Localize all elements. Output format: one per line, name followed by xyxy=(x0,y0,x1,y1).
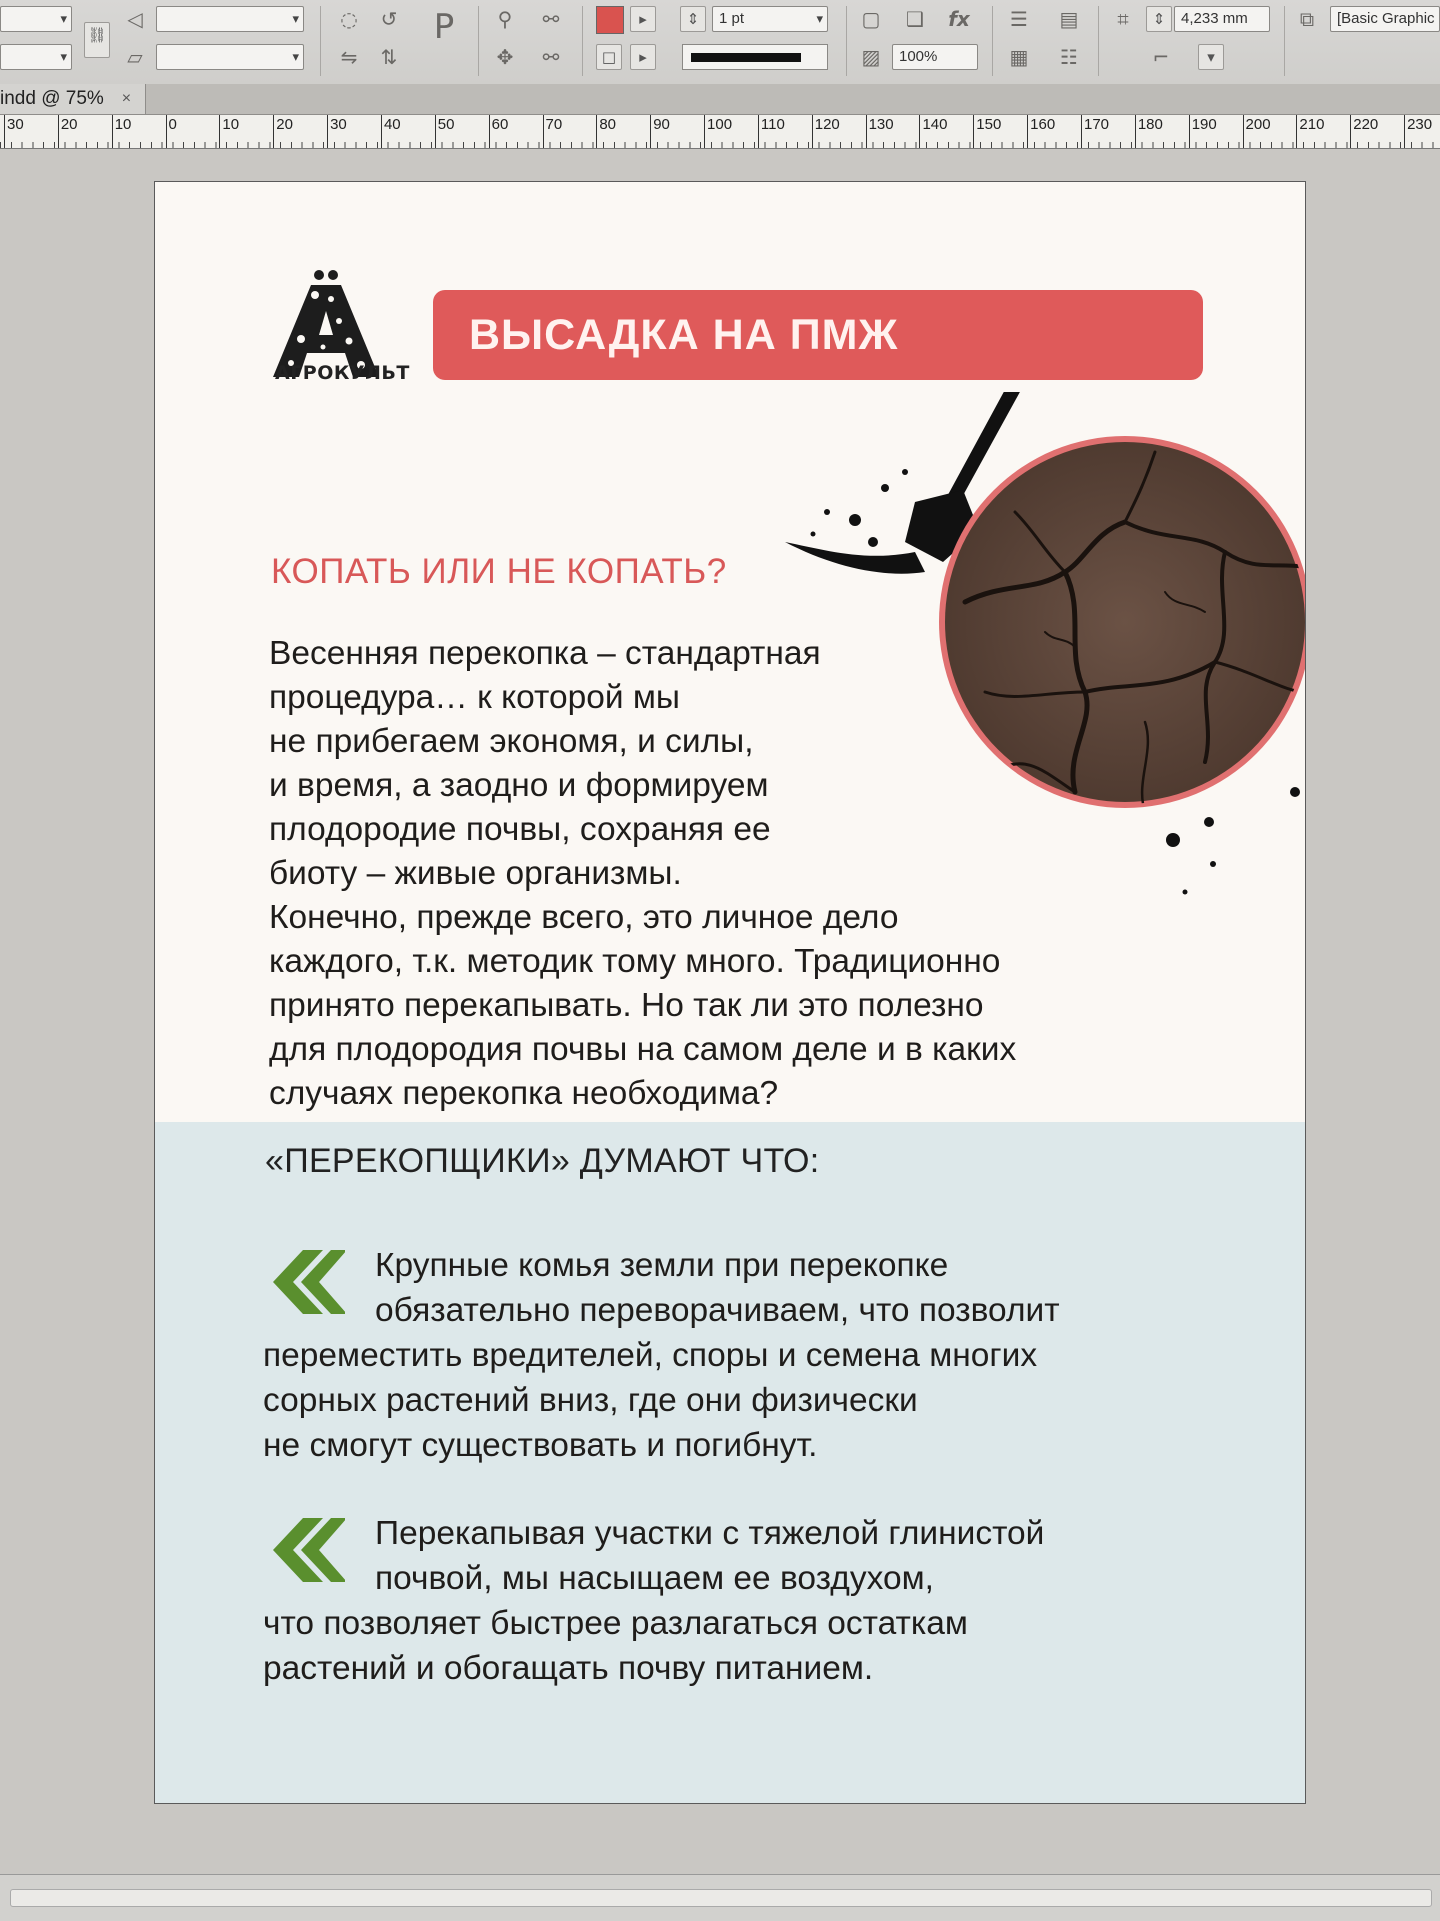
ruler-mark: 120 xyxy=(812,115,840,148)
section-heading: КОПАТЬ ИЛИ НЕ КОПАТЬ? xyxy=(271,552,727,591)
ruler-mark: 60 xyxy=(489,115,509,148)
document-tab-label: indd @ 75% xyxy=(0,88,104,109)
control-panel xyxy=(0,0,1440,85)
intro-line: принято перекапывать. Но так ли это полезно xyxy=(269,987,984,1024)
intro-line: плодородие почвы, сохраняя ее xyxy=(269,811,771,848)
quote-line: не смогут существовать и погибнут. xyxy=(263,1427,818,1464)
fill-swatch[interactable] xyxy=(596,6,624,34)
stroke-swatch[interactable]: □ xyxy=(596,44,622,70)
subheading: «ПЕРЕКОПЩИКИ» ДУМАЮТ ЧТО: xyxy=(265,1142,820,1180)
ruler-mark: 220 xyxy=(1350,115,1378,148)
fill-dropdown-button[interactable]: ▸ xyxy=(630,6,656,32)
title-banner xyxy=(433,290,1203,380)
separator xyxy=(992,6,993,76)
separator xyxy=(1098,6,1099,76)
separator xyxy=(1284,6,1285,76)
corner-shape-icon[interactable]: ⌐ xyxy=(1152,45,1170,69)
intro-line: каждого, т.к. методик тому много. Традиционно xyxy=(269,943,1001,980)
intro-line: процедура… к которой мы xyxy=(269,679,680,716)
width-stepper[interactable]: ⇕ xyxy=(1146,6,1172,32)
x-position-field[interactable] xyxy=(0,6,72,32)
ruler-mark: 130 xyxy=(866,115,894,148)
ruler-mark: 10 xyxy=(219,115,239,148)
quote-line: Крупные комья земли при перекопке xyxy=(375,1247,949,1284)
stroke-dropdown-button[interactable]: ▸ xyxy=(630,44,656,70)
intro-line: для плодородия почвы на самом деле и в каких xyxy=(269,1031,1017,1068)
ruler-mark: 140 xyxy=(919,115,947,148)
ruler-mark: 170 xyxy=(1081,115,1109,148)
ruler-mark: 70 xyxy=(543,115,563,148)
intro-line: Конечно, прежде всего, это личное дело xyxy=(269,899,899,936)
ruler-mark: 100 xyxy=(704,115,732,148)
rotate-ccw-icon[interactable]: ↺ xyxy=(380,7,398,31)
quote-block xyxy=(263,1512,1044,1692)
ruler-mark: 210 xyxy=(1296,115,1324,148)
stroke-weight-field[interactable]: 1 pt ▾ xyxy=(712,6,828,32)
quote-block xyxy=(263,1244,1060,1469)
intro-line: случаях перекопка необходима? xyxy=(269,1075,779,1112)
shear-field[interactable] xyxy=(156,44,304,70)
shear-icon: ▱ xyxy=(127,45,143,69)
ruler-mark: 160 xyxy=(1027,115,1055,148)
stroke-weight-stepper[interactable]: ⇕ xyxy=(680,6,706,32)
text-wrap-icon[interactable]: ☰ xyxy=(1010,7,1028,31)
page-title: ВЫСАДКА НА ПМЖ xyxy=(469,311,899,359)
separator xyxy=(320,6,321,76)
ruler-mark: 230 xyxy=(1404,115,1432,148)
logo-wordmark: АГРОКУЛЬТ xyxy=(275,362,410,384)
document-tab[interactable] xyxy=(0,84,146,114)
effects-fx-icon[interactable]: fx xyxy=(948,7,970,31)
ruler-mark: 10 xyxy=(112,115,132,148)
close-icon[interactable]: × xyxy=(121,90,132,107)
select-previous-icon[interactable]: ✥ xyxy=(496,45,514,69)
horizontal-ruler[interactable] xyxy=(0,115,1440,149)
document-page xyxy=(154,181,1306,1804)
select-content-icon[interactable]: ⚯ xyxy=(542,7,560,31)
rotate-icon[interactable]: ◌ xyxy=(340,7,358,31)
ruler-mark: 20 xyxy=(273,115,293,148)
wrap-around-icon[interactable]: ▤ xyxy=(1059,7,1079,31)
status-bar xyxy=(0,1874,1440,1921)
green-quote-icon xyxy=(263,1246,345,1318)
wrap-next-column-icon[interactable]: ☷ xyxy=(1060,45,1078,69)
intro-line: не прибегаем экономя, и силы, xyxy=(269,723,754,760)
flip-horizontal-icon[interactable]: ⇋ xyxy=(340,45,358,69)
quote-line: обязательно переворачиваем, что позволит xyxy=(375,1292,1060,1329)
ruler-mark: 80 xyxy=(596,115,616,148)
quote-line: почвой, мы насыщаем ее воздухом, xyxy=(375,1560,934,1597)
frame-width-icon: ⌗ xyxy=(1117,7,1129,31)
green-quote-icon xyxy=(263,1514,345,1586)
separator xyxy=(846,6,847,76)
ruler-mark: 150 xyxy=(973,115,1001,148)
separator xyxy=(582,6,583,76)
ruler-mark: 180 xyxy=(1135,115,1163,148)
horizontal-scrollbar[interactable] xyxy=(10,1889,1432,1907)
ruler-mark: 0 xyxy=(166,115,177,148)
stroke-type-preview xyxy=(691,53,801,62)
quote-line: Перекапывая участки с тяжелой глинистой xyxy=(375,1515,1045,1552)
opacity-icon: ▨ xyxy=(861,45,881,69)
intro-line: Весенняя перекопка – стандартная xyxy=(269,635,821,672)
separator xyxy=(478,6,479,76)
shadow-icon[interactable]: ❑ xyxy=(906,7,924,31)
drop-shadow-icon[interactable]: ▢ xyxy=(861,7,881,31)
ruler-mark: 50 xyxy=(435,115,455,148)
intro-paragraph xyxy=(269,632,1016,1116)
corner-dropdown-button[interactable]: ▾ xyxy=(1198,44,1224,70)
scale-x-icon: ◁ xyxy=(127,7,143,31)
scale-x-field[interactable] xyxy=(156,6,304,32)
quote-line: сорных растений вниз, где они физически xyxy=(263,1382,918,1419)
wrap-jump-icon[interactable]: ▦ xyxy=(1009,45,1029,69)
ruler-mark: 30 xyxy=(4,115,24,148)
intro-line: и время, а заодно и формируем xyxy=(269,767,769,804)
ruler-mark: 190 xyxy=(1189,115,1217,148)
y-position-field[interactable] xyxy=(0,44,72,70)
quote-line: растений и обогащать почву питанием. xyxy=(263,1650,874,1687)
stroke-type-dropdown[interactable] xyxy=(682,44,828,70)
quote-line: что позволяет быстрее разлагаться остаткам xyxy=(263,1605,968,1642)
object-style-icon: ⧉ xyxy=(1299,7,1315,31)
object-style-field[interactable]: [Basic Graphic xyxy=(1330,6,1440,32)
flip-vertical-icon[interactable]: ⇅ xyxy=(380,45,398,69)
ruler-mark: 200 xyxy=(1243,115,1271,148)
select-container-icon[interactable]: ⚲ xyxy=(497,7,513,31)
document-tab-bar xyxy=(0,84,1440,115)
intro-line: биоту – живые организмы. xyxy=(269,855,682,892)
text-frame-icon[interactable]: P xyxy=(433,7,455,47)
constrain-proportions-icon[interactable]: ⛓ xyxy=(84,22,110,58)
ruler-mark: 110 xyxy=(758,115,785,148)
pasteboard xyxy=(0,149,1440,1874)
opacity-field[interactable]: 100% xyxy=(892,44,978,70)
width-field[interactable]: 4,233 mm xyxy=(1174,6,1270,32)
select-next-icon[interactable]: ⚯ xyxy=(542,45,560,69)
ruler-mark: 90 xyxy=(650,115,670,148)
ruler-mark: 20 xyxy=(58,115,78,148)
quote-line: переместить вредителей, споры и семена многих xyxy=(263,1337,1038,1374)
ruler-mark: 40 xyxy=(381,115,401,148)
ruler-mark: 30 xyxy=(327,115,347,148)
